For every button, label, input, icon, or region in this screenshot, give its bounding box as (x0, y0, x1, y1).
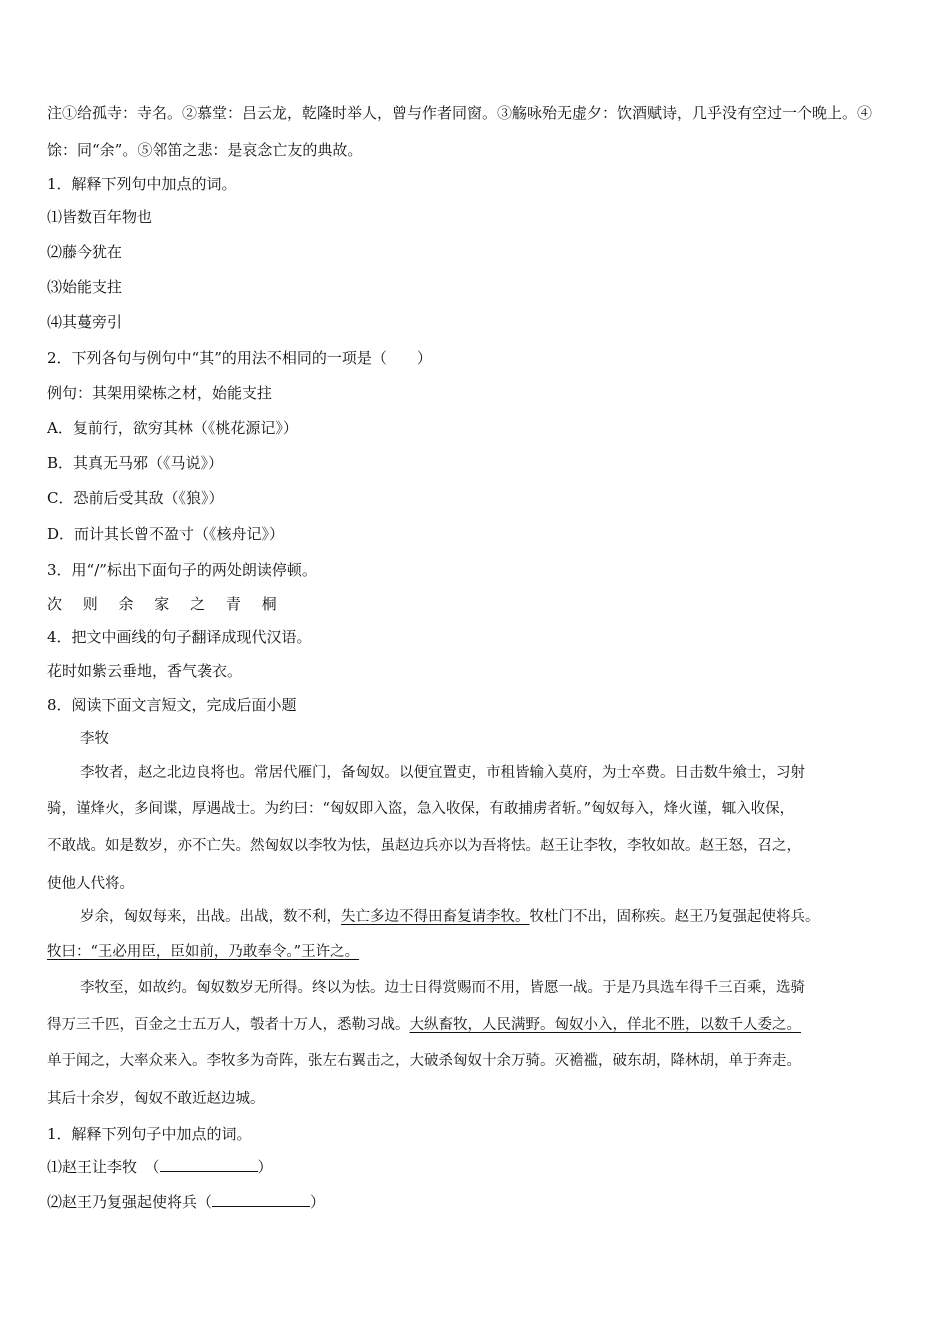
section8-heading: 8．阅读下面文言短文，完成后面小题 (47, 696, 297, 714)
p2-text-before: 岁余，匈奴每来，出战。出战，数不利， (80, 909, 341, 925)
answer-blank-2[interactable] (212, 1192, 310, 1207)
q2-example: 例句：其架用梁栋之材，始能支拄 (47, 384, 273, 402)
s8-q1-item-2 (47, 1192, 325, 1212)
q4-sentence: 花时如紫云垂地，香气袭衣。 (47, 662, 243, 680)
underlined-sentence-2: 牧曰：“王必用臣，臣如前，乃敢奉令。”王许之。 (47, 944, 360, 960)
q2-option-c: C．恐前后受其敌（《狼》） (47, 489, 224, 507)
passage-title: 李牧 (80, 731, 109, 747)
underlined-sentence-3: 大纵畜牧，人民满野。匈奴小入，佯北不胜，以数千人委之。 (409, 1017, 801, 1033)
passage-p1-line-3: 不敢战。如是数岁，亦不亡失。然匈奴以李牧为怯，虽赵边兵亦以为吾将怯。赵王让李牧，李牧如故。赵王怒，召之， (47, 838, 801, 854)
p3-text-before: 得万三千匹，百金之士五万人，彀者十万人，悉勒习战。 (47, 1017, 410, 1033)
underlined-sentence-1: 失亡多边不得田畜复请李牧。 (341, 909, 530, 925)
q2-option-a: A．复前行，欲穷其林（《桃花源记》） (47, 419, 298, 437)
passage-p1-line-2: 骑，谨烽火，多间谍，厚遇战士。为约曰：“匈奴即入盗，急入收保，有敢捕虏者斩。”匈奴每入，烽火谨，辄入收保， (47, 801, 795, 817)
q2-option-b: B．其真无马邪（《马说》） (47, 454, 224, 472)
passage-p3-line-4: 其后十余岁，匈奴不敢近赵边城。 (47, 1091, 265, 1107)
notes-line-1: 注①给孤寺：寺名。②慕堂：吕云龙，乾隆时举人，曾与作者同窗。③觞咏殆无虚夕：饮酒赋诗，几乎没有空过一个晚上。④ (47, 104, 873, 122)
q3-stem: 3．用“/”标出下面句子的两处朗读停顿。 (47, 561, 317, 579)
q1-item-3: ⑶始能支拄 (47, 278, 123, 296)
q2-stem: 2．下列各句与例句中“其”的用法不相同的一项是（ ） (47, 349, 432, 367)
s8-q1-item-1 (47, 1157, 273, 1177)
s8-q1-item-2-text: ⑵赵王乃复强起使将兵（ (47, 1193, 213, 1211)
q1-item-1: ⑴皆数百年物也 (47, 208, 153, 226)
p2-text-after: 牧杜门不出，固称疾。赵王乃复强起使将兵。 (529, 909, 820, 925)
s8-q1-item-1-text: ⑴赵王让李牧 （ (47, 1158, 160, 1176)
q2-option-d: D．而计其长曾不盈寸（《核舟记》） (47, 525, 285, 543)
passage-p2-line-1 (80, 907, 820, 927)
q4-stem: 4．把文中画线的句子翻译成现代汉语。 (47, 628, 312, 646)
s8-q1-item-2-close: ） (310, 1193, 326, 1211)
q3-sentence: 次 则 余 家 之 青 桐 (47, 595, 285, 613)
q1-stem: 1．解释下列句中加点的词。 (47, 175, 237, 193)
s8-q1-stem: 1．解释下列句子中加点的词。 (47, 1125, 252, 1143)
q1-item-2: ⑵藤今犹在 (47, 243, 123, 261)
answer-blank-1[interactable] (160, 1157, 258, 1172)
s8-q1-item-1-close: ） (257, 1158, 273, 1176)
passage-p3-line-3: 单于闻之，大率众来入。李牧多为奇阵，张左右翼击之，大破杀匈奴十余万骑。灭襜褴，破东胡，降林胡，单于奔走。 (47, 1053, 801, 1069)
passage-p1-line-1: 李牧者，赵之北边良将也。常居代雁门，备匈奴。以便宜置吏，市租皆输入莫府，为士卒费。日击数牛飨士，习射 (80, 765, 805, 781)
passage-p1-line-4: 使他人代将。 (47, 876, 134, 892)
passage-p2-line-2 (47, 942, 359, 962)
passage-p3-line-2 (47, 1015, 801, 1035)
passage-p3-line-1: 李牧至，如故约。匈奴数岁无所得。终以为怯。边士日得赏赐而不用，皆愿一战。于是乃具选车得千三百乘，选骑 (80, 980, 805, 996)
q1-item-4: ⑷其蔓旁引 (47, 313, 123, 331)
notes-line-2: 馀：同“余”。⑤邻笛之悲：是哀念亡友的典故。 (47, 141, 363, 159)
